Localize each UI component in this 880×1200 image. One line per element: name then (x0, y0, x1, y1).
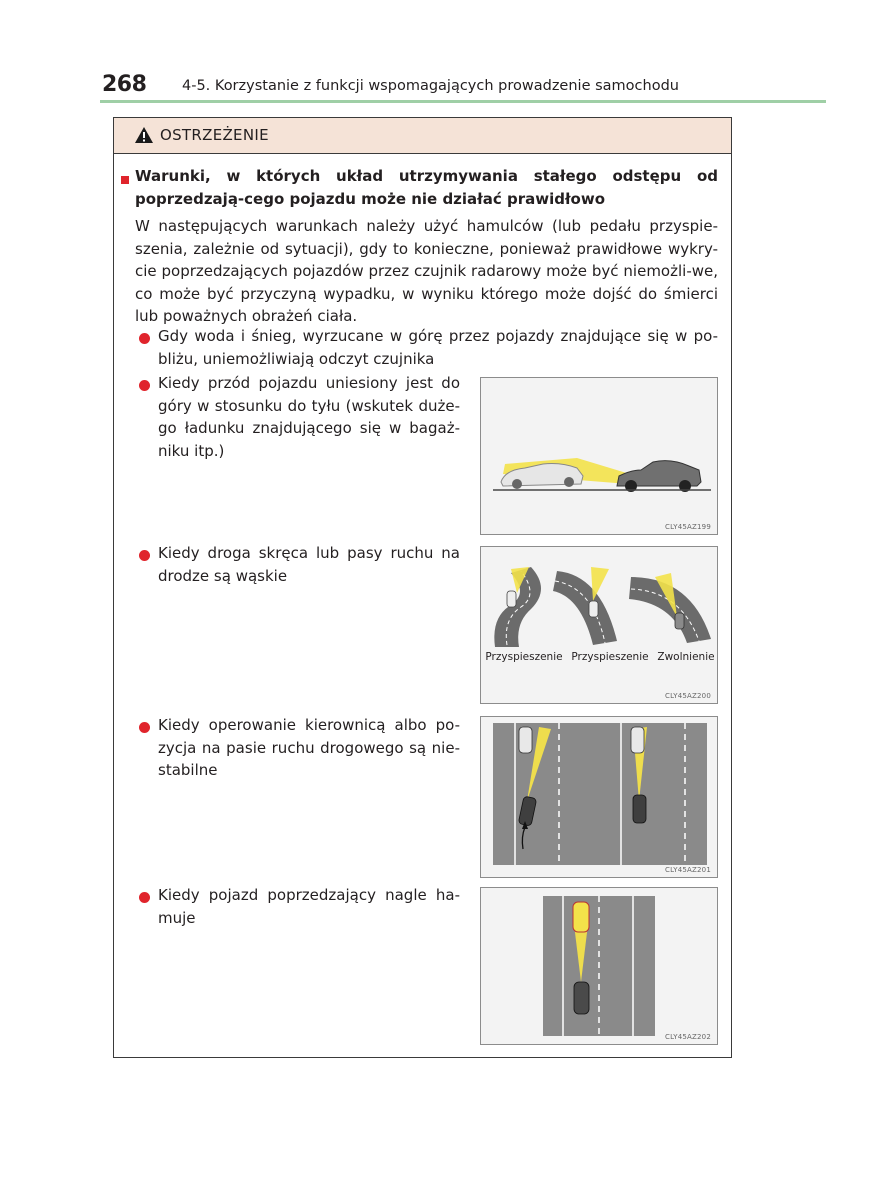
page-header (100, 72, 826, 106)
item-text-5: Kiedy pojazd poprzedzający nagle ha-muje (158, 886, 460, 927)
sudden-braking-illustration (481, 888, 718, 1045)
item-text-4: Kiedy operowanie kierownicą albo po-zycja na pasie ruchu drogowego są nie-stabilne (158, 716, 460, 780)
item-bullet (139, 550, 150, 561)
figure-code: CLY45AZ200 (665, 692, 711, 700)
item-bullet (139, 722, 150, 733)
warning-header (114, 118, 731, 154)
header-rule (100, 100, 826, 103)
own-car (633, 795, 646, 823)
item-bullet (139, 892, 150, 903)
figure-curved-road (480, 546, 718, 704)
warning-triangle-icon (134, 126, 154, 144)
warning-heading: Warunki, w których układ utrzymywania stałego odstępu od poprzedzają-cego pojazdu może nie działać prawidłowo (135, 167, 718, 208)
figure-code: CLY45AZ201 (665, 866, 711, 874)
item-text-2: Kiedy przód pojazdu uniesiony jest do góry w stosunku do tyłu (wskutek duże-go ładunku znajdującego się w bagaż-niku itp.) (158, 374, 460, 460)
page-number: 268 (102, 72, 147, 97)
curved-road-illustration (481, 547, 718, 651)
unstable-steering-illustration (481, 717, 718, 878)
figure-unstable-steering (480, 716, 718, 878)
section-title: 4-5. Korzystanie z funkcji wspomagających prowadzenie samochodu (182, 78, 679, 94)
item-text-1: Gdy woda i śnieg, wyrzucane w górę przez pojazdy znajdujące się w po-bliżu, uniemożliwiają odczyt czujnika (158, 327, 718, 368)
figure-sudden-braking (480, 887, 718, 1045)
figure-raised-front (480, 377, 718, 535)
item-text-3: Kiedy droga skręca lub pasy ruchu na drodze są wąskie (158, 544, 460, 585)
figure-label: Zwolnienie (657, 651, 715, 663)
square-bullet (121, 176, 129, 184)
warning-intro: W następujących warunkach należy użyć hamulców (lub pedału przyspie-szenia, zależnie od sytuacji), gdy to konieczne, ponieważ prawidłowe wykry-cie poprzedzających pojazdów przez czujnik radarowy może być niemożli-we, co może być przyczyną wypadku, w wyniku którego może dojść do śmierci lub poważnych obrażeń ciała. (135, 217, 718, 326)
preceding-car (519, 727, 532, 753)
figure-code: CLY45AZ199 (665, 523, 711, 531)
figure-code: CLY45AZ202 (665, 1033, 711, 1041)
warning-title: OSTRZEŻENIE (160, 126, 269, 144)
own-car (574, 982, 589, 1014)
warning-box (113, 117, 732, 1058)
preceding-car (573, 902, 589, 932)
figure-label: Przyspieszenie (571, 651, 649, 663)
figure-label: Przyspieszenie (485, 651, 563, 663)
item-bullet (139, 333, 150, 344)
raised-front-illustration (481, 378, 718, 535)
item-bullet (139, 380, 150, 391)
preceding-car (631, 727, 644, 753)
figure-labels (481, 651, 718, 663)
